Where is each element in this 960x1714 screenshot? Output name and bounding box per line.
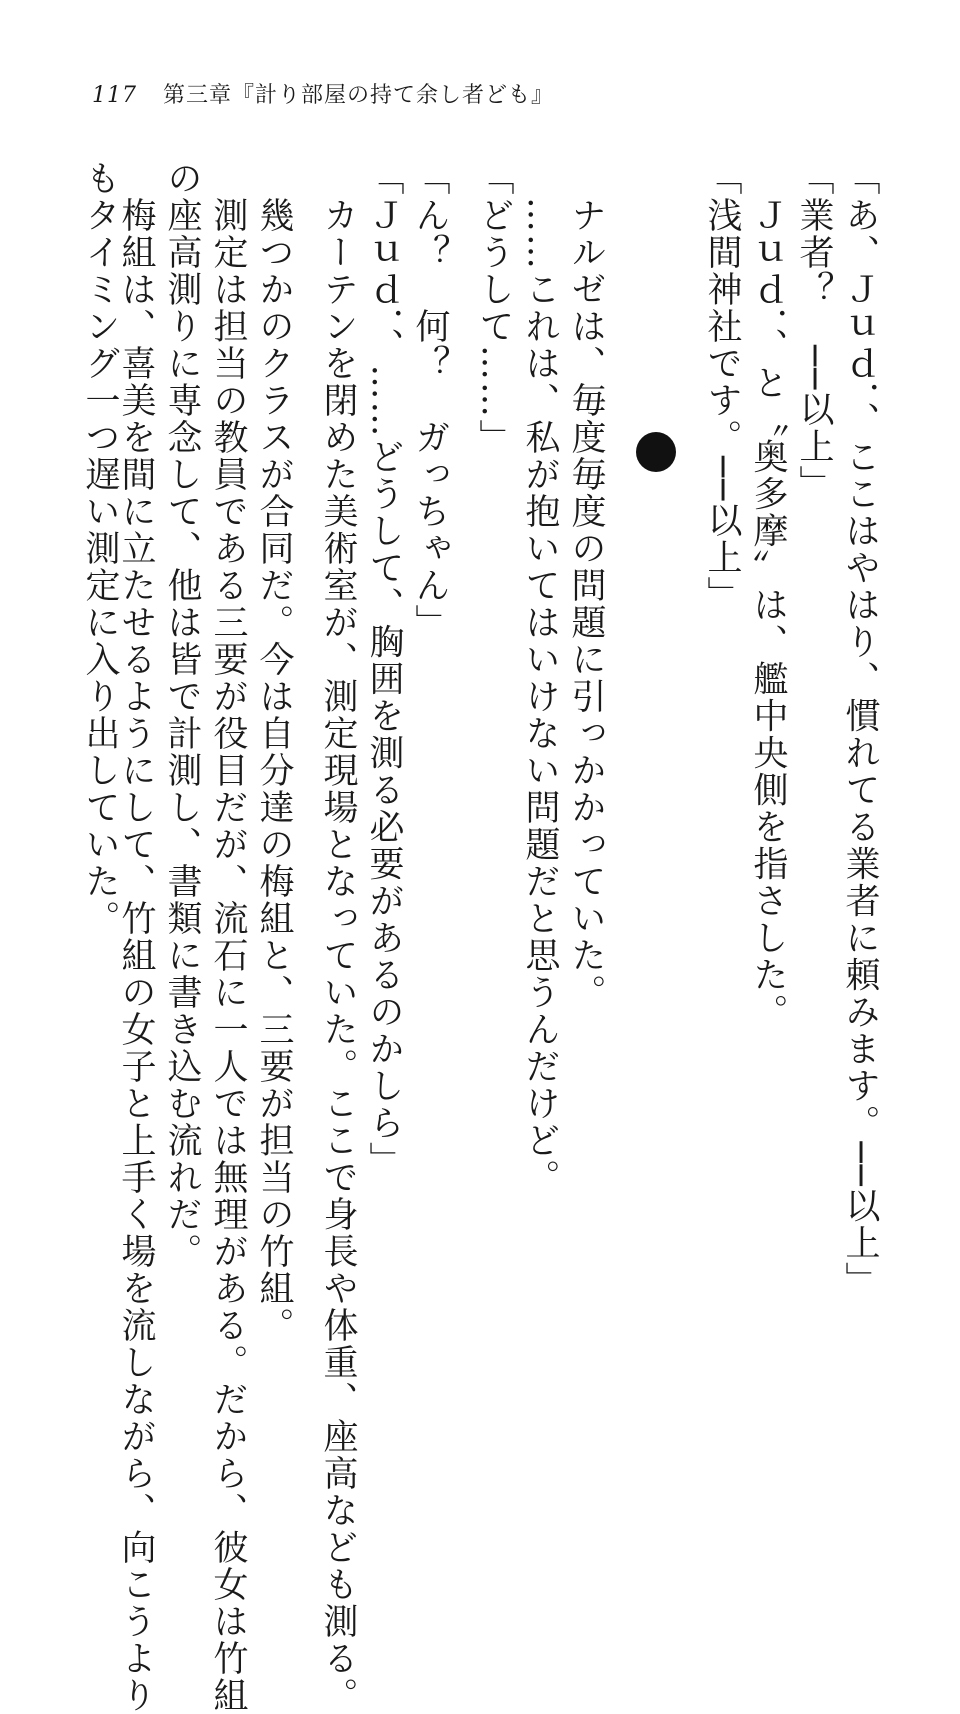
text-column: 「どうして……」 (474, 160, 514, 456)
text-column: 「ん？ 何？ ガっちゃん」 (410, 160, 450, 641)
text-column: カーテンを閉めた美術室が、測定現場となっていた。ここで身長や体重、座高なども測る。 (318, 160, 358, 1714)
page-number: 117 (92, 83, 137, 108)
text-column: 幾つかのクラスが合同だ。今は自分達の梅組と、三要が担当の竹組。 (254, 160, 294, 1344)
text-column: 「浅間神社です。──以上」 (702, 160, 742, 614)
text-column: ナルゼは、毎度毎度の問題に引っかかっていた。 (566, 160, 606, 1011)
text-column: 「あ、Ｊｕｄ．、ここはやはり、慣れてる業者に頼みます。──以上」 (840, 160, 880, 1299)
running-header (92, 78, 554, 109)
text-column: 「業者？ ──以上」 (794, 160, 834, 503)
text-column: の座高測りに専念して、他は皆で計測し、書類に書き込む流れだ。 (162, 160, 202, 1270)
chapter-title: 第三章『計り部屋の持て余し者ども』 (163, 83, 555, 108)
scene-break-dot (636, 432, 676, 472)
text-column: 梅組は、喜美を間に立たせるようにして、竹組の女子と上手く場を流しながら、向こうより (116, 160, 156, 1714)
text-column: 測定は担当の教員である三要が役目だが、流石に一人では無理がある。だから、彼女は竹組 (208, 160, 248, 1714)
text-column: もタイミング一つ遅い測定に入り出していた。 (80, 160, 120, 937)
text-column: 「Ｊｕｄ．、……どうして、胸囲を測る必要があるのかしら」 (364, 160, 404, 1179)
text-column: ……これは、私が抱いてはいけない問題だと思うんだけど。 (520, 160, 560, 1196)
text-column: Ｊｕｄ．、と〝奥多摩〟は、艦中央側を指さした。 (748, 160, 788, 1031)
